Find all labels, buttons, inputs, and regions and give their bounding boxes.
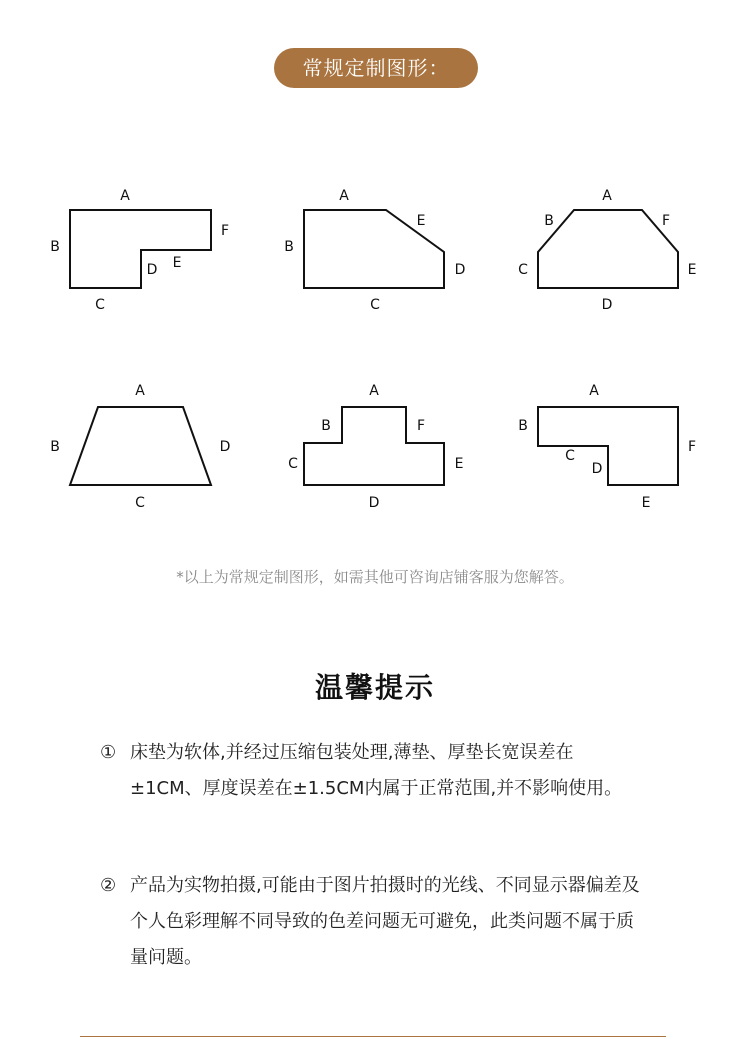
shape-cut-corner — [284, 188, 465, 313]
shape-l-step — [50, 188, 229, 313]
shape-label: D — [591, 461, 603, 477]
shape-label: A — [589, 383, 599, 399]
tip-item — [100, 735, 640, 807]
shape-label: A — [339, 188, 349, 204]
shape-label: E — [641, 495, 651, 511]
shape-l-inverted — [518, 383, 696, 511]
shape-label: B — [518, 418, 528, 434]
shape-label: F — [687, 439, 697, 455]
shape-label: D — [454, 262, 466, 278]
shape-label: B — [50, 439, 60, 455]
shape-double-cut-outline — [538, 210, 678, 288]
shape-label: D — [368, 495, 380, 511]
shape-label: B — [50, 239, 60, 255]
shape-label: F — [220, 223, 230, 239]
shape-label: F — [416, 418, 426, 434]
shape-label: D — [219, 439, 231, 455]
shape-label: C — [95, 297, 105, 313]
shape-trapezoid-outline — [70, 407, 211, 485]
shape-label: A — [602, 188, 612, 204]
shape-label: E — [454, 456, 464, 472]
tip-number: ② — [100, 875, 117, 896]
shape-label: A — [120, 188, 130, 204]
shape-l-inverted-outline — [538, 407, 678, 485]
shape-label: B — [284, 239, 294, 255]
bottom-divider — [80, 1036, 666, 1037]
shape-l-step-outline — [70, 210, 211, 288]
shape-label: C — [135, 495, 145, 511]
header-title-pill: 常规定制图形： — [274, 48, 478, 88]
shape-double-cut — [518, 188, 696, 313]
shape-label: D — [601, 297, 613, 313]
tip-number: ① — [100, 742, 117, 763]
shape-label: E — [172, 255, 182, 271]
tip-text: 床垫为软体,并经过压缩包装处理,薄垫、厚垫长宽误差在±1CM、厚度误差在±1.5CM内属于正常范围,并不影响使用。 — [130, 742, 623, 799]
tip-item — [100, 868, 640, 976]
shapes-note: *以上为常规定制图形，如需其他可咨询店铺客服为您解答。 — [176, 568, 574, 586]
shape-label: B — [544, 213, 554, 229]
shape-label: E — [687, 262, 697, 278]
shape-label: C — [518, 262, 528, 278]
shape-label: C — [288, 456, 298, 472]
shape-label: C — [370, 297, 380, 313]
shape-label: B — [321, 418, 331, 434]
tip-text: 产品为实物拍摄,可能由于图片拍摄时的光线、不同显示器偏差及个人色彩理解不同导致的色差问题无可避免，此类问题不属于质量问题。 — [130, 875, 640, 968]
tips-title: 温馨提示 — [314, 671, 435, 704]
shape-label: E — [416, 213, 426, 229]
shape-label: F — [661, 213, 671, 229]
shape-trapezoid — [50, 383, 230, 511]
shape-label: A — [135, 383, 145, 399]
shape-t — [288, 383, 463, 511]
shape-label: D — [146, 262, 158, 278]
shape-label: A — [369, 383, 379, 399]
shape-label: C — [565, 448, 575, 464]
